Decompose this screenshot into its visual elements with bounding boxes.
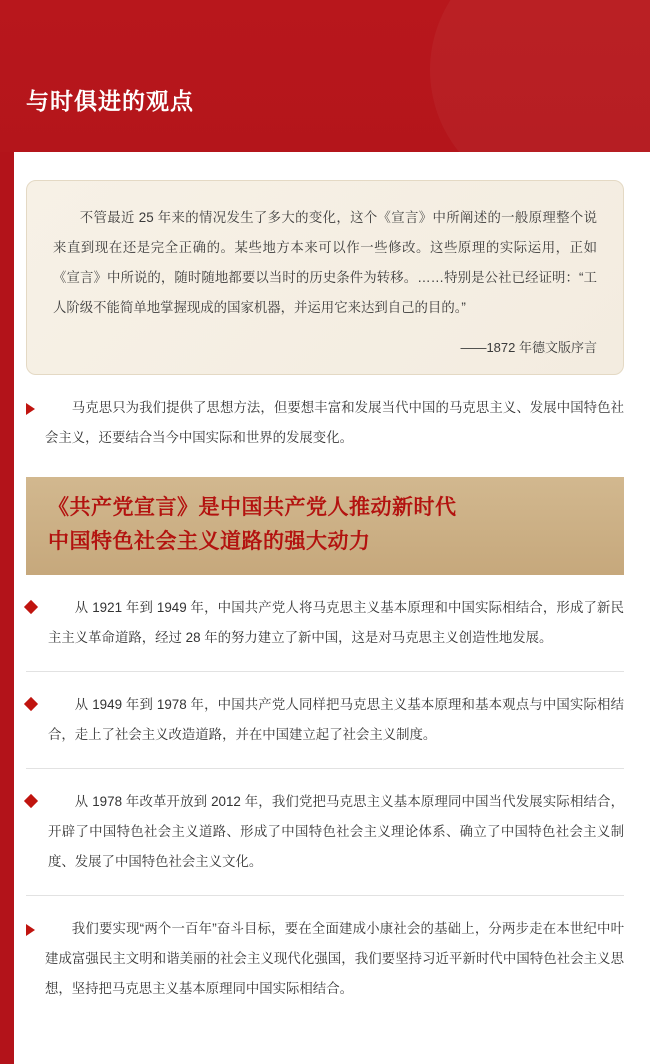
header-decoration	[430, 0, 650, 152]
list-item-text: 从 1978 年改革开放到 2012 年，我们党把马克思主义基本原理同中国当代发展实际相结合，开辟了中国特色社会主义道路、形成了中国特色社会主义理论体系、确立了中国特色社会主义制度、发展了中国特色社会主义文化。	[48, 794, 624, 869]
section-banner	[26, 477, 624, 575]
item-divider	[26, 671, 624, 672]
intro-paragraph	[26, 393, 624, 453]
item-divider	[26, 895, 624, 896]
quote-source: ——1872 年德文版序言	[460, 340, 597, 355]
list-item-text: 从 1949 年到 1978 年，中国共产党人同样把马克思主义基本原理和基本观点与中国实际相结合，走上了社会主义改造道路，并在中国建立起了社会主义制度。	[48, 697, 624, 742]
section-banner-line-1: 《共产党宣言》是中国共产党人推动新时代	[48, 496, 457, 519]
triangle-bullet-icon	[26, 924, 35, 936]
list-item	[26, 690, 624, 750]
list-item-text: 我们要实现“两个一百年”奋斗目标，要在全面建成小康社会的基础上，分两步走在本世纪中叶建成富强民主文明和谐美丽的社会主义现代化强国，我们要坚持习近平新时代中国特色社会主义思想，坚持把马克思主义基本原理同中国实际相结合。	[45, 921, 624, 996]
list-item-text: 从 1921 年到 1949 年，中国共产党人将马克思主义基本原理和中国实际相结合，形成了新民主主义革命道路，经过 28 年的努力建立了新中国，这是对马克思主义创造性地发展。	[48, 600, 624, 645]
diamond-bullet-icon	[24, 697, 38, 711]
quote-card	[26, 180, 624, 375]
bottom-spacer	[0, 1004, 650, 1030]
quote-text: 不管最近 25 年来的情况发生了多大的变化，这个《宣言》中所阐述的一般原理整个说来直到现在还是完全正确的。某些地方本来可以作一些修改。这些原理的实际运用，正如《宣言》中所说的，随时随地都要以当时的历史条件为转移。……特别是公社已经证明：“工人阶级不能简单地掌握现成的国家机器，并运用它来达到自己的目的。”	[53, 210, 597, 315]
list-item	[26, 593, 624, 653]
list-item	[26, 787, 624, 877]
triangle-bullet-icon	[26, 403, 35, 415]
section-banner-line-2: 中国特色社会主义道路的强大动力	[48, 530, 371, 553]
left-red-rail	[0, 0, 14, 1064]
page-title: 与时俱进的观点	[26, 88, 194, 114]
list-item	[26, 914, 624, 1004]
item-divider	[26, 768, 624, 769]
page-header-band	[0, 0, 650, 152]
intro-paragraph-text: 马克思只为我们提供了思想方法，但要想丰富和发展当代中国的马克思主义、发展中国特色社会主义，还要结合当今中国实际和世界的发展变化。	[45, 400, 624, 445]
diamond-bullet-icon	[24, 794, 38, 808]
diamond-bullet-icon	[24, 600, 38, 614]
